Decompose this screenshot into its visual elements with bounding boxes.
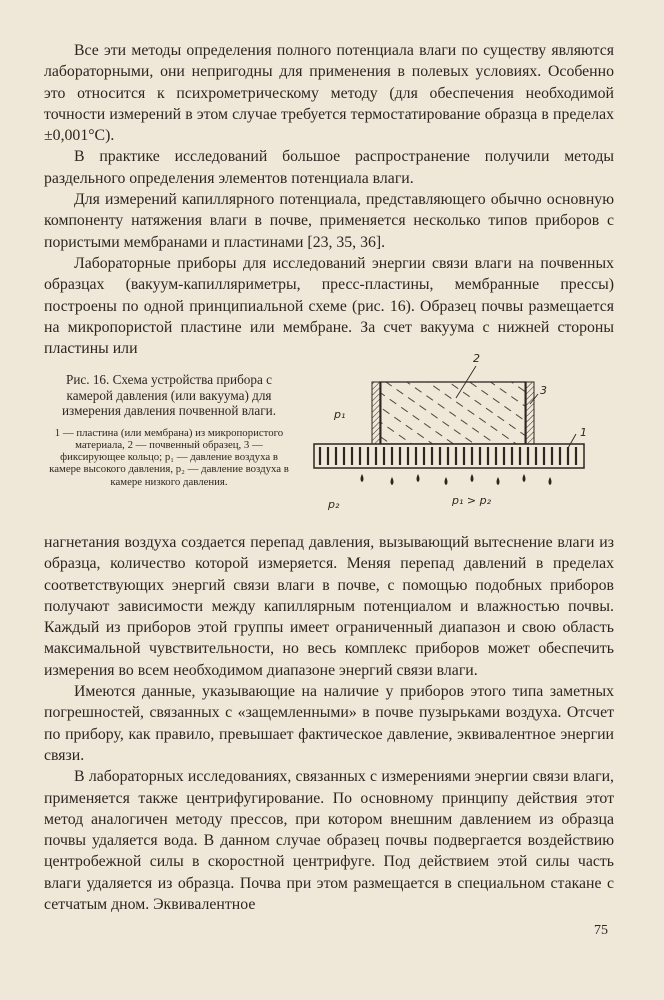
water-drop (445, 477, 448, 485)
text-block-bottom (44, 532, 614, 915)
book-page (44, 0, 614, 1000)
paragraph: Имеются данные, указывающие на наличие у приборов этого типа заметных погрешностей, связанных с «защемленными» в почве пузырьками воздуха. Отсчет по прибору, как правило, превышает фактическое давление, эквивалентное энергии связи. (44, 683, 614, 764)
water-drop (523, 474, 526, 482)
water-drop (497, 477, 500, 485)
water-drops (361, 474, 552, 485)
fixing-ring-left (372, 382, 381, 444)
label-2: 2 (473, 352, 480, 365)
paragraph: Для измерений капиллярного потенциала, представляющего обычно основную компоненту натяжения влаги в почве, применяется несколько типов приборов с пористыми мембранами и пластинами [23, 35, 36]. (44, 191, 614, 251)
label-p2: p₂ (328, 498, 340, 511)
figure-caption (44, 372, 294, 488)
label-pressure-relation: p₁ > p₂ (452, 494, 491, 507)
paragraph: нагнетания воздуха создается перепад давления, вызывающий вытеснение влаги из образца, количество которой измеряется. Меняя перепад давлений в пределах соответствующих энергий связи влаги в почве, с помощью подобных приборов получают зависимости между капиллярным потенциалом и влажностью почвы. Каждый из приборов этой группы имеет ограниченный диапазон и свою область максимальной чувствительности, но весь комплекс приборов может обеспечить измерения во всем необходимом диапазоне энергий связи влаги. (44, 534, 614, 679)
label-p1: p₁ (334, 408, 346, 421)
paragraph: Все эти методы определения полного потенциала влаги по существу являются лабораторными, они непригодны для применения в полевых условиях. Особенно это относится к психрометрическому методу (для обеспечения необходимой точности измерений в этом случае требуется термостатирование образца в пределах ±0,001°С). (44, 42, 614, 145)
text-block-top (44, 40, 614, 359)
caption-title: Рис. 16. Схема устройства прибора с камерой давления (или вакуума) для измерения давления почвенной влаги. (62, 372, 276, 419)
water-drop (417, 474, 420, 482)
water-drop (361, 474, 364, 482)
water-drop (471, 474, 474, 482)
label-3: 3 (540, 384, 547, 397)
device-diagram (306, 348, 606, 518)
label-1: 1 (580, 426, 587, 439)
water-drop (549, 477, 552, 485)
soil-sample (380, 382, 526, 444)
paragraph: В лабораторных исследованиях, связанных с измерениями энергии связи влаги, применяется также центрифугирование. По основному принципу действия этот метод аналогичен методу прессов, при котором внешним давлением из образца почвы удаляется вода. В данном случае образец почвы подвергается воздействию центробежной силы в скоростной центрифуге. Под действием этой силы часть влаги удаляется из образца. Почва при этом размещается в специальном стакане с сетчатым дном. Эквивалентное (44, 768, 614, 914)
fixing-ring-right (525, 382, 534, 444)
water-drop (391, 477, 394, 485)
porous-plate (314, 444, 584, 468)
caption-legend: 1 — пластина (или мембрана) из микропористого материала, 2 — почвенный образец, 3 — фиксирующее кольцо; p₁ — давление воздуха в камере высокого давления, p₂ — давление воздуха в камере низкого давления. (49, 426, 289, 488)
figure-16 (44, 348, 614, 528)
page-number: 75 (594, 923, 608, 938)
paragraph: В практике исследований большое распространение получили методы раздельного определения элементов потенциала влаги. (44, 148, 614, 187)
paragraph: Лабораторные приборы для исследований энергии связи влаги на почвенных образцах (вакуум-капилляриметры, пресс-пластины, мембранные прессы) построены по одной принципиальной схеме (рис. 16). Образец почвы размещается на микропористой пластине или мембране. За счет вакуума с нижней стороны пластины или (44, 254, 614, 358)
